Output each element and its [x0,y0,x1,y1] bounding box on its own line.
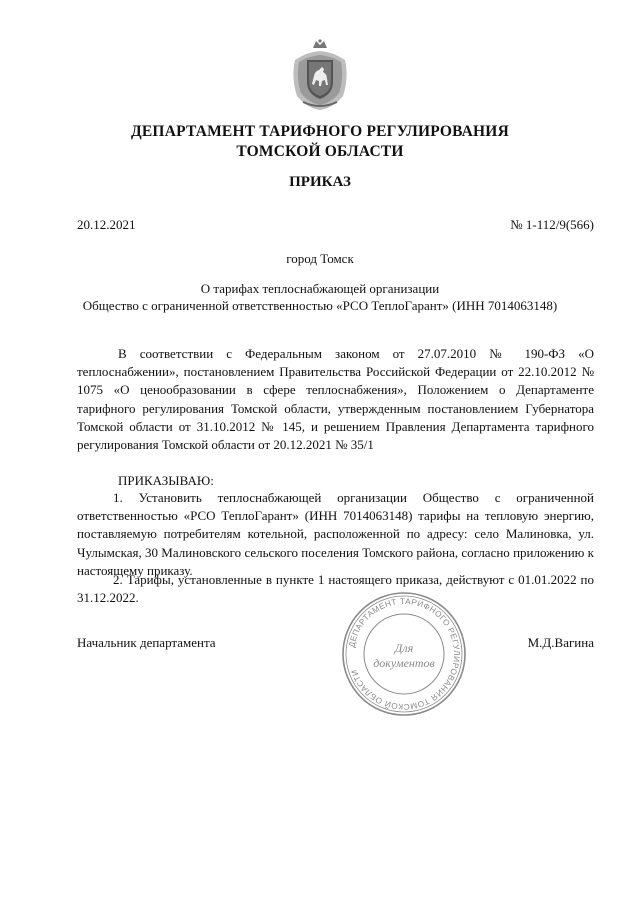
subject-line1: О тарифах теплоснабжающей организации [200,281,440,296]
document-type-title: ПРИКАЗ [289,174,351,190]
signatory-name: М.Д.Вагина [527,635,594,650]
department-name-line1: ДЕПАРТАМЕНТ ТАРИФНОГО РЕГУЛИРОВАНИЯ [131,123,509,140]
seal-center-line1: Для [394,641,414,655]
order-subject [0,280,640,314]
department-name-line2: ТОМСКОЙ ОБЛАСТИ [236,143,404,160]
subject-line2: Общество с ограниченной ответственностью «РСО ТеплоГарант» (ИНН 7014063148) [82,298,558,313]
order-number: № 1-112/9(566) [510,217,594,232]
order-date: 20.12.2021 [77,217,136,232]
coat-of-arms-icon [289,38,351,112]
decree-word: ПРИКАЗЫВАЮ: [118,473,214,488]
seal-ring-text: ДЕПАРТАМЕНТ ТАРИФНОГО РЕГУЛИРОВАНИЯ ТОМСКОЙ ОБЛАСТИ [347,596,462,712]
order-item-2: 2. Тарифы, установленные в пункте 1 настоящего приказа, действуют с 01.01.2022 по 31.12.2022. [77,572,594,606]
city: город Томск [286,251,354,266]
seal-center-line2: документов [373,656,435,670]
signatory-position: Начальник департамента [77,635,216,650]
official-seal-icon [340,590,468,718]
order-item-1: 1. Установить теплоснабжающей организации Общество с ограниченной ответственностью «РСО ТеплоГарант» (ИНН 7014063148) тарифы на тепловую энергию, поставляемую потребителям котельной, расположенной по адресу: село Малиновка, ул. Чулымская, 30 Малиновского сельского поселения Томского района, согласно приложению к настоящему приказу. [77,490,594,578]
preamble-paragraph: В соответствии с Федеральным законом от 27.07.2010 № 190-ФЗ «О теплоснабжении», постановлением Правительства Российской Федерации от 22.10.2012 № 1075 «О ценообразовании в сфере теплоснабжения», Положением о Департаменте тарифного регулирования Томской области, утвержденным постановлением Губернатора Томской области от 31.10.2012 № 145, и решением Правления Департамента тарифного регулирования Томской области от 20.12.2021 № 35/1 [77,346,594,453]
